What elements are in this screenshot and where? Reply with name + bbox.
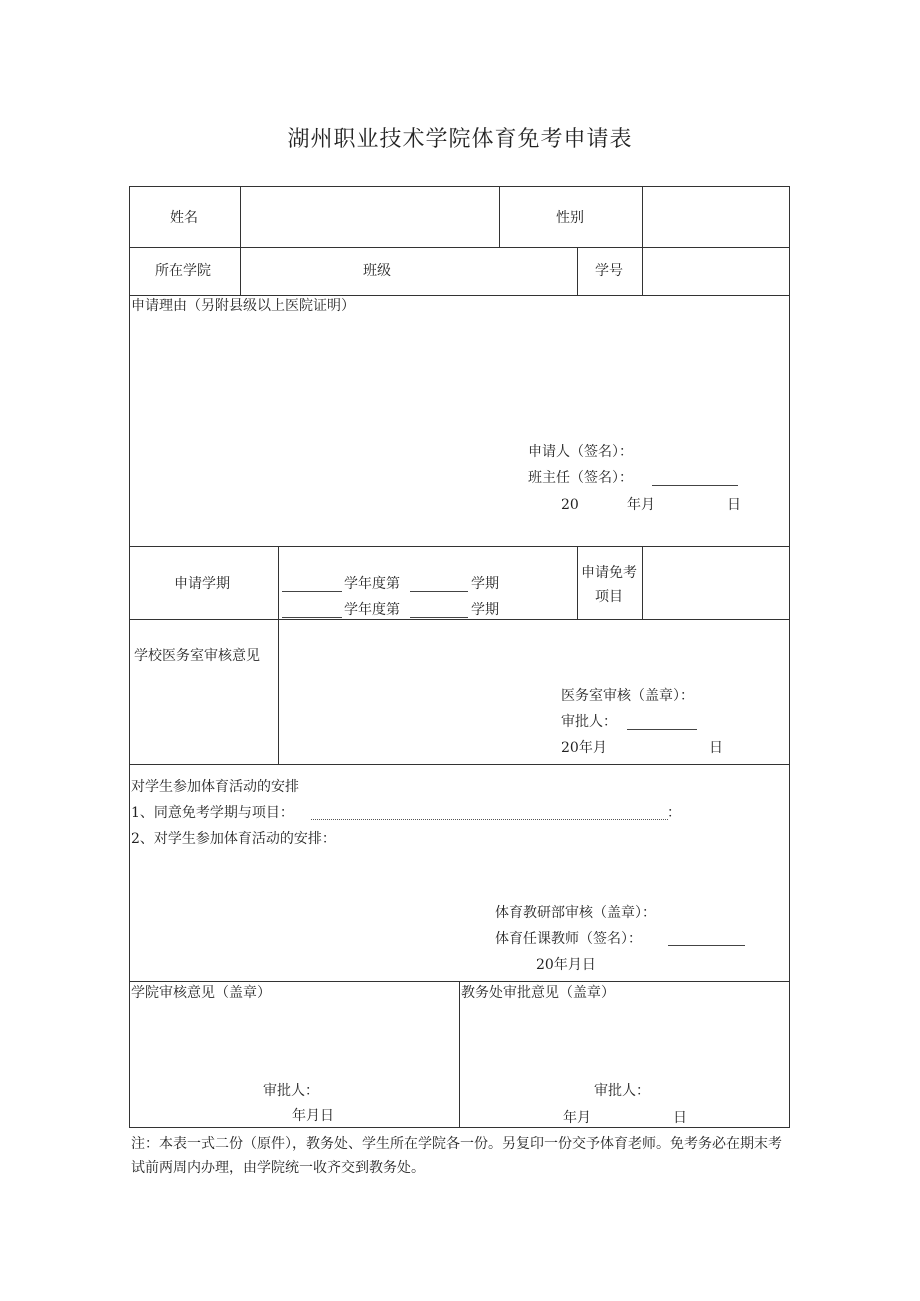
term-year-blank-2[interactable]: [282, 617, 342, 618]
term-year-blank-1[interactable]: [282, 591, 342, 592]
clinic-review-label: 学校医务室审核意见: [134, 648, 260, 664]
clinic-approver-label: 审批人：: [561, 714, 617, 730]
term-text-1: 学期: [471, 576, 499, 592]
gender-label: 性别: [556, 210, 584, 226]
table-border-left: [129, 186, 130, 1127]
clinic-date-day: 日: [709, 740, 723, 756]
pe-teacher-sign-line[interactable]: [668, 945, 745, 946]
pe-item-1-colon: ：: [667, 805, 681, 821]
class-teacher-sign-label: 班主任（签名）：: [528, 470, 633, 486]
col-divider: [577, 546, 578, 619]
college-review-date: 年月日: [292, 1108, 334, 1124]
row-divider: [129, 764, 790, 765]
academic-approver-label: 审批人：: [594, 1083, 650, 1099]
college-review-label: 学院审核意见（盖章）: [131, 985, 271, 1001]
col-divider: [278, 546, 279, 764]
class-teacher-sign-line[interactable]: [652, 485, 738, 486]
exempt-item-label-1: 申请免考: [581, 565, 637, 581]
col-divider: [459, 981, 460, 1127]
exempt-item-label-2: 项目: [595, 589, 623, 605]
term-year-text-1: 学年度第: [344, 576, 400, 592]
pe-arrangement-heading: 对学生参加体育活动的安排: [131, 779, 299, 795]
reason-date-month: 年月: [627, 497, 655, 513]
college-label: 所在学院: [155, 263, 211, 279]
reason-field[interactable]: [131, 318, 511, 438]
academic-date-ym: 年月: [563, 1110, 591, 1126]
student-id-field[interactable]: [643, 248, 788, 294]
college-review-field[interactable]: [131, 1005, 451, 1075]
pe-item-1-line[interactable]: [311, 819, 668, 820]
pe-item-2-label: 2、对学生参加体育活动的安排：: [131, 831, 336, 847]
clinic-opinion-field[interactable]: [280, 622, 540, 682]
row-divider: [129, 619, 790, 620]
academic-review-field[interactable]: [461, 1005, 781, 1075]
academic-review-label: 教务处审批意见（盖章）: [461, 985, 615, 1001]
reason-date-year: 20: [561, 497, 579, 513]
name-field[interactable]: [241, 187, 498, 246]
term-text-2: 学期: [471, 602, 499, 618]
gender-field[interactable]: [643, 187, 788, 246]
term-label: 申请学期: [174, 576, 230, 592]
term-number-blank-2[interactable]: [410, 617, 468, 618]
clinic-approver-line[interactable]: [627, 729, 697, 730]
pe-item-2-field[interactable]: [131, 852, 611, 902]
pe-date: 20年月日: [536, 957, 596, 973]
form-note: 注：本表一式二份（原件），教务处、学生所在学院各一份。另复印一份交予体育老师。免考务必在期末考试前两周内办理，由学院统一收齐交到教务处。: [131, 1136, 782, 1176]
student-id-label: 学号: [595, 263, 623, 279]
college-approver-label: 审批人：: [263, 1083, 319, 1099]
class-label: 班级: [363, 263, 391, 279]
academic-date-day: 日: [673, 1110, 687, 1126]
reason-date-day: 日: [727, 497, 741, 513]
clinic-date-ym: 20年月: [561, 740, 607, 756]
form-title: 湖州职业技术学院体育免考申请表: [287, 127, 633, 152]
col-divider: [577, 247, 578, 295]
pe-dept-review-label: 体育教研部审核（盖章）：: [495, 905, 656, 921]
pe-item-1-label: 1、同意免考学期与项目：: [131, 805, 294, 821]
term-year-text-2: 学年度第: [344, 602, 400, 618]
row-divider: [129, 295, 790, 296]
table-border-bottom: [129, 1127, 790, 1128]
pe-teacher-sign-label: 体育任课教师（签名）：: [495, 931, 642, 947]
clinic-review-stamp-label: 医务室审核（盖章）：: [561, 688, 694, 704]
reason-label: 申请理由（另附县级以上医院证明）: [131, 298, 355, 314]
col-divider: [499, 186, 500, 247]
applicant-sign-label: 申请人（签名）：: [528, 444, 633, 460]
table-border-right: [789, 186, 790, 1127]
term-number-blank-1[interactable]: [410, 591, 468, 592]
exempt-item-field[interactable]: [643, 547, 788, 618]
name-label: 姓名: [170, 210, 198, 226]
